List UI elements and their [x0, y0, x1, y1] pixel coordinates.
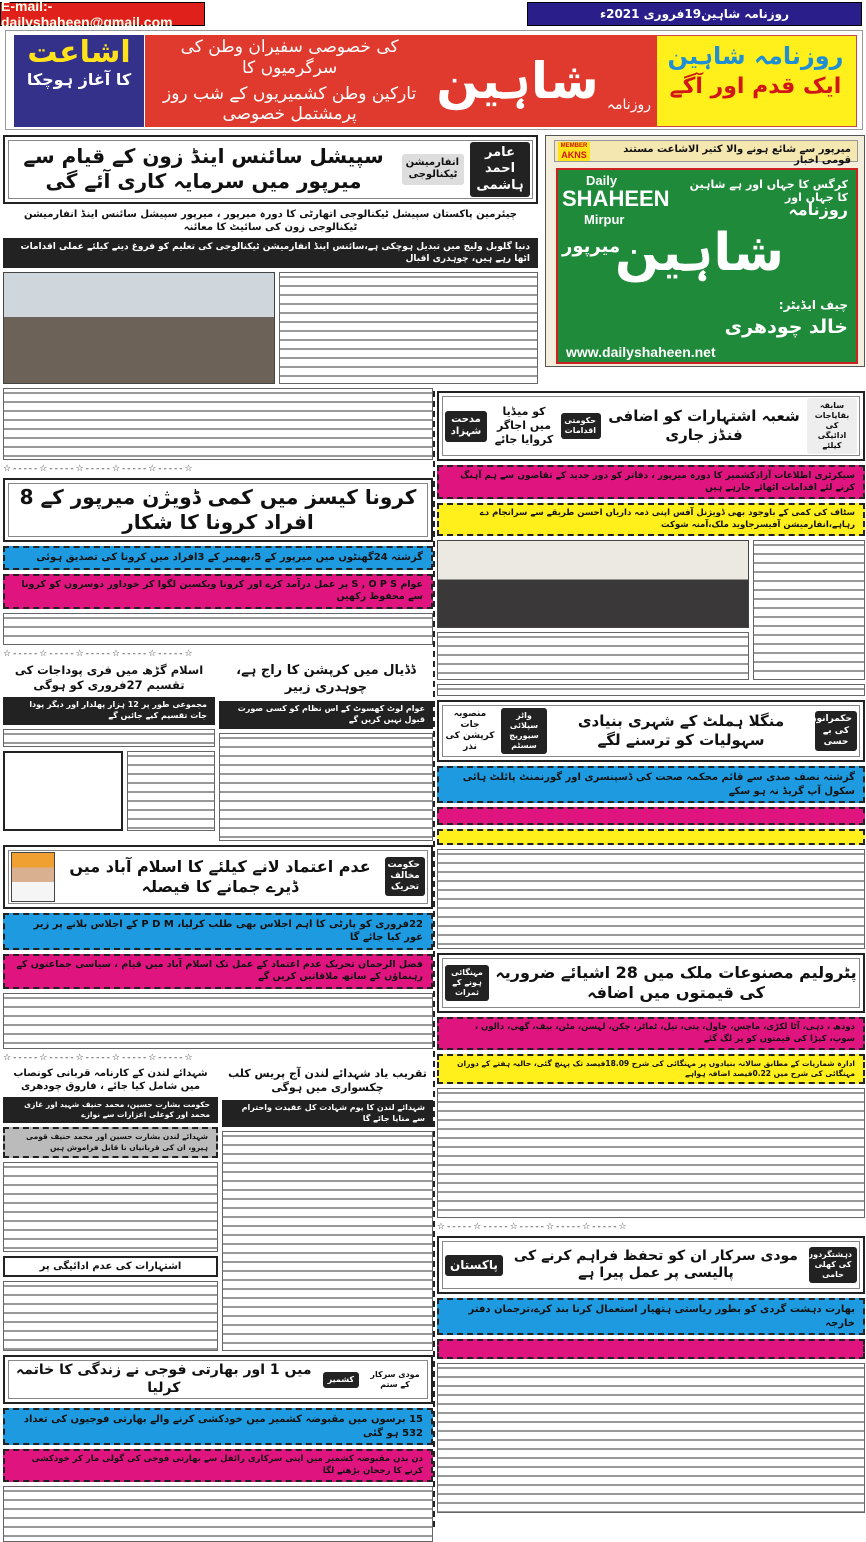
headline-corona [3, 478, 433, 542]
banner-left-small: کا آغاز ہوچکا [26, 70, 132, 89]
tag-right: سابقہ بقایاجات کی ادائیگی کیلئے [807, 398, 857, 454]
banner-left-big: اشاعت [27, 35, 131, 70]
headline-text: کرونا کیسز میں کمی ڈویژن میرپور کے 8 افراد کرونا کا شکار [19, 485, 417, 535]
banner-right-title: روزنامہ شاہین [667, 42, 844, 70]
date-box [527, 2, 862, 26]
headline-plants: اسلام گڑھ میں فری پوداجات کی تقسیم 27فروری کو ہوگی [14, 663, 204, 693]
story-plants [3, 663, 215, 830]
headline-soldier [3, 1355, 433, 1404]
masthead [545, 135, 865, 367]
tag-mid: واٹر سپلائی سیوریج سسٹم [501, 708, 547, 754]
story-text [3, 1486, 433, 1542]
banner-line-1: کی خصوصی سفیران وطن کی سرگرمیوں کا [180, 37, 399, 78]
tag-right: مودی سرکار کے ستم [365, 1367, 425, 1393]
headline-syllabus: شہدائے لندن کے کارنامہ قربانی کونصاب میں شامل کیا جائے ، فاروق چودھری [13, 1068, 208, 1093]
headline-mangla [437, 700, 865, 762]
story-text [3, 613, 433, 645]
blue-band: بھارت دہشت گردی کو بطور ریاستی ہتھیار استعمال کرنا بند کرے،ترجمان دفتر خارجہ [437, 1298, 865, 1335]
logo-roznama: روزنامہ [788, 200, 848, 219]
tag-left: پاکستان [445, 1255, 503, 1276]
column-divider [433, 391, 435, 1528]
tag-left: مدحت شہزاد [445, 411, 487, 442]
headline-text-2: کو میڈیا میں اجاگر کروایا جائے [494, 405, 554, 446]
divider-stars: ☆-----☆-----☆-----☆-----☆-----☆ [437, 1222, 629, 1233]
blue-band: 22فروری کو پارٹی کا اہم اجلاس بھی طلب کرلیا، P D M کے اجلاس بلانے پر زیر غور کیا جائے گا [3, 913, 433, 950]
pink-band [437, 807, 865, 825]
banner-right-sub: ایک قدم اور آگے [669, 74, 842, 99]
akns-badge: MEMBER AKNS [558, 142, 590, 161]
logo-shaheen-en: SHAHEEN [562, 186, 670, 211]
banner-right-box [654, 35, 857, 127]
story-text [437, 849, 865, 949]
banner-left-box [14, 35, 144, 127]
tag-right: حکمرانوں کی بے حسی [815, 711, 857, 751]
banner-lines [151, 37, 428, 125]
tag: دہشتگردوں کی کھلی حامی [809, 1247, 857, 1283]
masthead-strip [554, 140, 858, 166]
tag: حکومت مخالف تحریک [385, 857, 425, 897]
story-text [3, 1162, 218, 1252]
date-text: روزنامہ شاہین19فروری 2021ء [599, 7, 790, 21]
left-lower-section [3, 388, 433, 1542]
story-text [437, 632, 749, 680]
website-link[interactable]: www.dailyshaheen.net [566, 344, 716, 360]
right-column [437, 391, 865, 1513]
story-text [3, 729, 215, 747]
logo-mirpur-ur: میرپور [562, 236, 621, 257]
headline-fazl [3, 845, 433, 909]
story-text [127, 751, 215, 831]
editor-name: خالد چودھری [724, 316, 848, 338]
byline-tag: عامر احمد ہاشمی [470, 142, 530, 197]
black-bar: شہدائے لندن کا یوم شہادت کل عقیدت واحترام سے منایا جائے گا [222, 1100, 433, 1128]
divider-stars: ☆-----☆-----☆-----☆-----☆-----☆ [3, 1053, 195, 1064]
banner [5, 30, 863, 130]
banner-line-2: تارکین وطن کشمیریوں کے شب روز پرمشتمل خصوصی [162, 84, 417, 125]
photo-officials [3, 272, 275, 384]
photo-meeting [437, 540, 749, 628]
pink-band [437, 1339, 865, 1359]
black-bar: حکومت بشارت حسین، محمد حنیف شہید اور غازی محمد اور کوعلی اعزازات سے نوازے [3, 1097, 218, 1123]
pink-band: دودھ ، دہی، آٹا لکڑی، ماچس، چاول، پتی، تیل، ٹماٹر، چکن، لہسن، مٹن، بیف، گھی، دالوں ، سوپ، کپڑا کی قیمتوں کو پر لگ گئے [437, 1017, 865, 1050]
blue-band: 15 برسوں میں مقبوضہ کشمیر میں خودکشی کرنے والے بھارتی فوجیوں کی تعداد 532 ہو گئی [3, 1408, 433, 1445]
pink-band: سیکرٹری اطلاعات آزادکشمیر کا دورہ میرپور ، دفاتر کو دور جدید کے تقاضوں سے ہم آہنگ کرنے لئے اقدامات اٹھائے جارہے ہیں [437, 465, 865, 499]
divider-stars: ☆-----☆-----☆-----☆-----☆-----☆ [3, 464, 195, 475]
blue-band: گزشتہ 24گھنٹوں میں میرپور کے 5،بھمبر کے 3افراد میں کرونا کی تصدیق ہوئی [3, 546, 433, 570]
blue-band: گزشتہ نصف صدی سے قائم محکمہ صحت کی ڈسپنسری اور گورنمنٹ پائلٹ ہائی سکول آپ گریڈ نہ ہو سکے [437, 766, 865, 803]
email-text: E-mail:- dailyshaheen@gmail.com [1, 0, 173, 30]
editor-label: چیف ایڈیٹر: [778, 298, 848, 312]
headline-ads-funds [437, 391, 865, 461]
logo-motto: کرگس کا جہاں اور ہے شاہین کا جہاں اور [689, 178, 848, 204]
headline-text: مودی سرکار ان کو تحفظ فراہم کرنے کی پالیسی پر عمل پیرا ہے [513, 1247, 798, 1282]
story-text [219, 733, 433, 841]
headline-text: میں 1 اور بھارتی فوجی نے زندگی کا خاتمہ کرلیا [16, 1362, 312, 1396]
top-left-section [3, 135, 538, 384]
yellow-band: ادارہ شماریات کے مطابق سالانہ بنیادوں پر مہنگائی کی شرح 18.09فیصد تک پہنچ گئی، حالیہ ہفتے کے دوران مہنگائی کی شرح میں 0.22فیصد اضافہ ہواہے [437, 1054, 865, 1084]
black-bar: دنیا گلوبل ولیج میں تبدیل ہوچکی ہے،سائنس اینڈ انفارمیشن ٹیکنالوجی کی تعلیم کو فروغ دینے کیلئے عملی اقدامات اٹھا رہے ہیں، چوہدری اقبال [3, 238, 538, 268]
masthead-logo [556, 168, 858, 364]
divider-stars: ☆-----☆-----☆-----☆-----☆-----☆ [3, 649, 195, 660]
yellow-band [437, 829, 865, 845]
story-text [753, 540, 865, 680]
headline-text: عدم اعتماد لانے کیلئے کا اسلام آباد میں ڈیرے جمانے کا فیصلہ [69, 856, 371, 896]
story-corruption [219, 663, 433, 840]
inset-tag: انفارمیشن ٹیکنالوجی [402, 154, 464, 185]
headline-corruption: ڈڈیال میں کرپشن کا راج ہے، چوہدری زبیر [236, 663, 416, 696]
email-box [0, 0, 205, 30]
story-syllabus [3, 1067, 218, 1351]
headline-prices [437, 953, 865, 1013]
story-text [222, 1131, 433, 1351]
small-headline-box: اشتہارات کی عدم ادائیگی پر [3, 1256, 218, 1277]
yellow-band: سٹاف کی کمی کے باوجود بھی ڈویژنل آفس اپنی ذمہ داریاں احسن طریقے سے سرانجام دے رہاہے،انفارمیشن آفیسرجاوید ملک،آمنہ شوکت [437, 503, 865, 536]
story-text [437, 684, 865, 696]
headline-science-zone [3, 135, 538, 204]
tag: کشمیر [323, 1372, 359, 1388]
tag: مہنگائی ہونے کے ثمرات [445, 965, 489, 1001]
story-london [222, 1067, 433, 1351]
story-text [3, 993, 433, 1049]
banner-center-small: روزنامہ [606, 97, 651, 113]
headline-text: منگلا ہملٹ کے شہری بنیادی سہولیات کو ترسنے لگے [577, 712, 785, 750]
gray-band: شہدائے لندن بشارت حسین اور محمد حنیف قومی ہیرو، ان کی قربانیاں نا قابل فراموش ہیں [3, 1127, 218, 1157]
logo-title: شاہین [614, 223, 784, 283]
headline-modi [437, 1236, 865, 1294]
banner-center-logo: شاہین [436, 52, 599, 110]
tag-left: منصوبہ جات کرپشن کی نذر [445, 708, 495, 753]
story-text [3, 1281, 218, 1351]
banner-center [145, 35, 657, 127]
headline-text: شعبہ اشتہارات کو اضافی فنڈز جاری [608, 407, 800, 444]
pink-band: عوام S , O P S پر عمل درآمد کرے اور کرونا ویکسین لگوا کر خوداور دوسروں کو کرونا سے محفوظ رکھیں [3, 574, 433, 610]
logo-mirpur-en: Mirpur [584, 212, 625, 227]
logo-daily: Daily [586, 173, 618, 188]
story-text [437, 1088, 865, 1218]
small-box [3, 751, 123, 831]
story-text [279, 272, 538, 384]
tag-mid: حکومتی اقدامات [561, 413, 601, 439]
pink-band: دن بدن مقبوضہ کشمیر میں اپنی سرکاری رائفل سے بھارتی فوجی کی گولی مار کر خودکشی کرنے کا رجحان بڑھنے لگا [3, 1449, 433, 1482]
black-bar: عوام لوٹ کھسوٹ کے اس نظام کو کسی صورت قبول نہیں کریں گے [219, 701, 433, 729]
masthead-tagline: میرپور سے شائع ہونے والا کثیر الاشاعت مستند قومی اخبار [623, 144, 851, 166]
black-bar: مجموعی طور پر 12 ہزار پھلدار اور دیگر پودا جات تقسیم کیے جائیں گے [3, 697, 215, 725]
headline-text: پٹرولیم مصنوعات ملک میں 28 اشیائے ضروریہ کی قیمتوں میں اضافہ [495, 963, 857, 1003]
headline-london-martyrs: تقریب یاد شہدائے لندن آج پریس کلب چکسواری میں ہوگی [228, 1067, 427, 1095]
story-text [437, 1363, 865, 1513]
headline-text: سپیشل سائنس اینڈ زون کے قیام سے میرپور میں سرمایہ کاری آئے گی [23, 144, 384, 194]
subheadline: چیئرمین پاکستان سپیشل ٹیکنالوجی اتھارٹی کا دورہ میرپور ، میرپور سپیشل سائنس اینڈ انفارمیشن ٹیکنالوجی زون کی سائیٹ کا معائنہ [23, 208, 518, 233]
pink-band: فضل الرحمان تحریک عدم اعتماد کے عمل تک اسلام آباد میں قیام ، سیاسی جماعتوں کے رہنماؤں کے ساتھ ملاقاتیں کریں گے [3, 954, 433, 990]
photo-fazl [11, 852, 55, 902]
story-text [3, 388, 433, 460]
